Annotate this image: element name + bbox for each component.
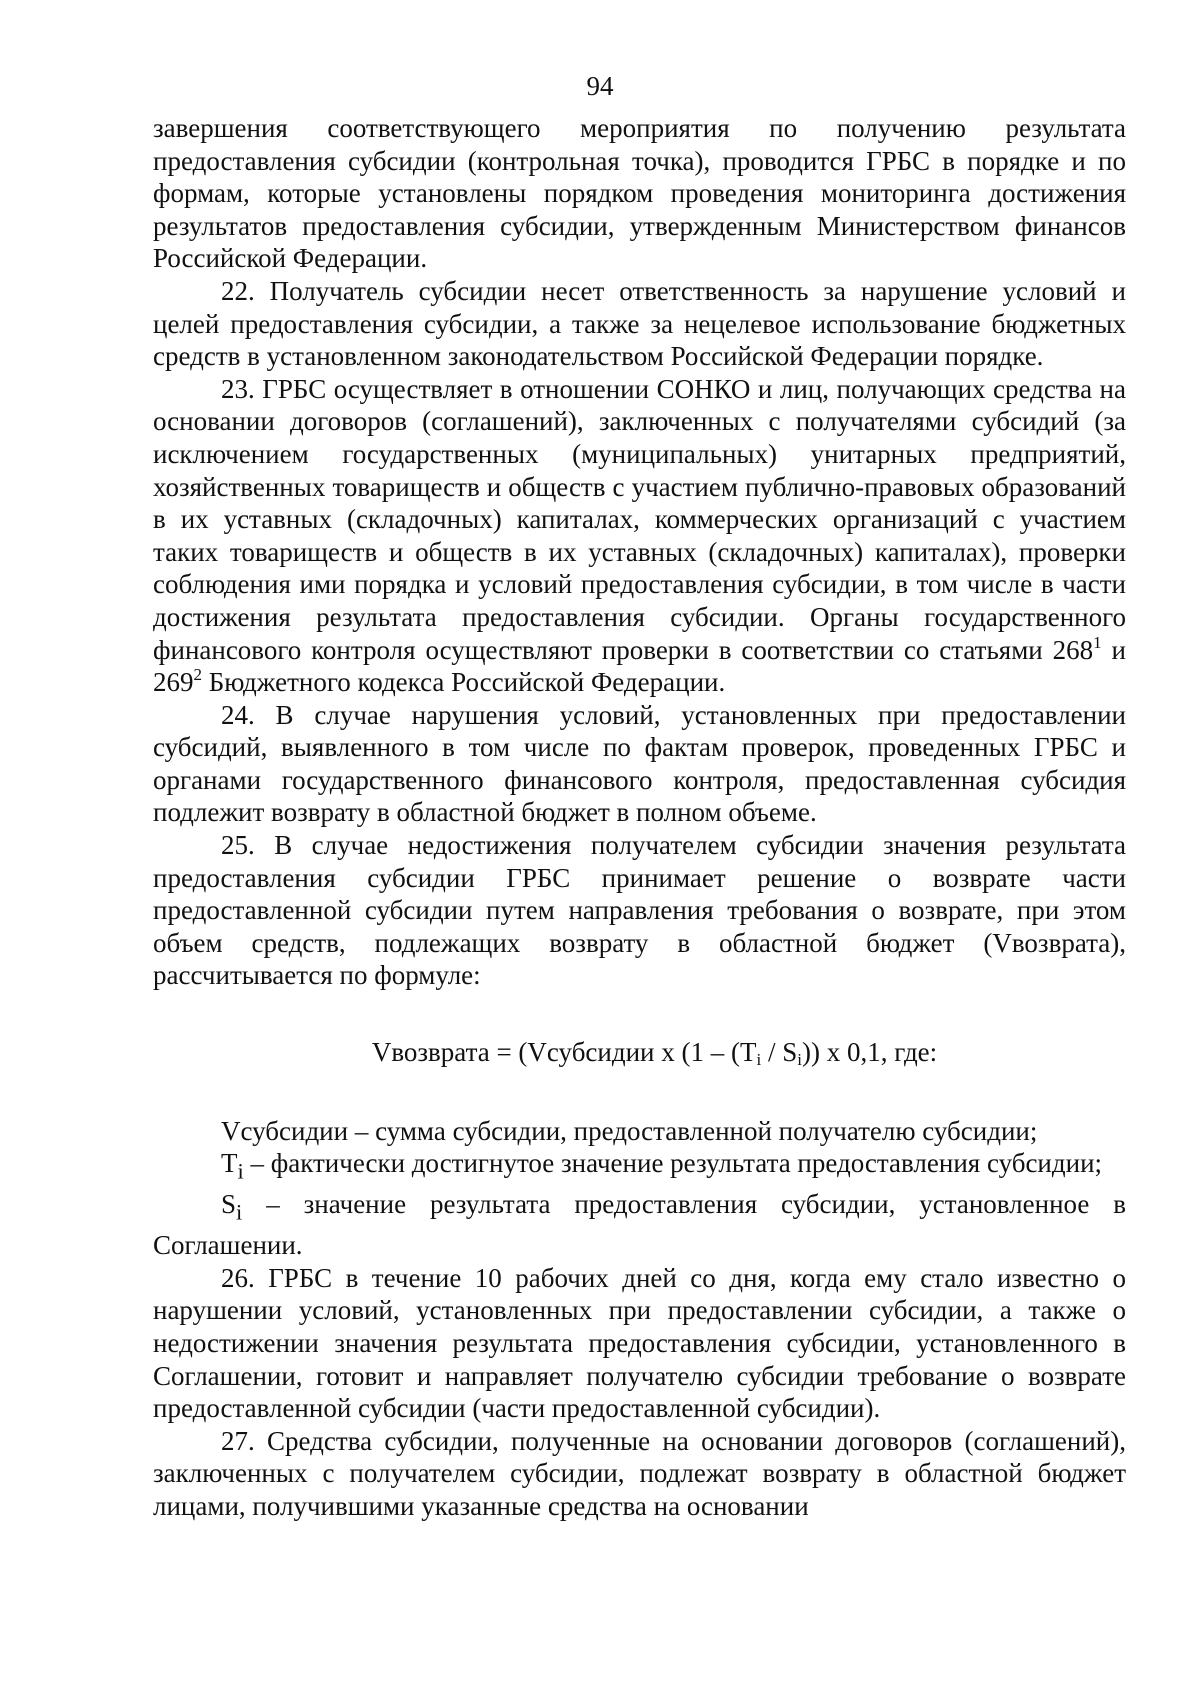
paragraph-23-mid: и 269 xyxy=(153,634,1126,698)
paragraph-25: 25. В случае недостижения получателем субсидии значения результата предоставления субсидии ГРБС принимает решение о возврате части предоставленной субсидии путем направления требования о возврате, при этом объем средств, подлежащих возврату в областной бюджет (Vвозврата), рассчитывается по формуле: xyxy=(153,830,1126,991)
paragraph-27: 27. Средства субсидии, полученные на основании договоров (соглашений), заключенных с получателем субсидии, подлежат возврату в областной бюджет лицами, получившими указанные средства на основании xyxy=(153,1425,1126,1521)
definition-t-text: – фактически достигнутое значение результата предоставления субсидии; xyxy=(243,1148,1103,1179)
paragraph-24: 24. В случае нарушения условий, установленных при предоставлении субсидий, выявленного в том числе по фактам проверок, проведенных ГРБС и органами государственного финансового контроля, предоставленная субсидия подлежит возврату в областной бюджет в полном объеме. xyxy=(153,699,1126,828)
definition-s-text: – значение результата предоставления субсидии, установленное в Соглашении. xyxy=(153,1189,1126,1261)
definition-t-sub: i xyxy=(237,1158,244,1184)
definition-t xyxy=(153,1147,1126,1188)
document-body xyxy=(153,112,1126,1523)
definition-v: Vсубсидии – сумма субсидии, предоставленной получателю субсидии; xyxy=(221,1115,1038,1146)
footnote-sup-268: 1 xyxy=(1093,632,1102,652)
paragraph-23-end: Бюджетного кодекса Российской Федерации. xyxy=(202,667,726,698)
paragraph-22: 22. Получатель субсидии несет ответственность за нарушение условий и целей предоставления субсидии, а также за нецелевое использование бюджетных средств в установленном законодательством Российской Федерации порядке. xyxy=(153,275,1126,372)
definition-t-symbol: T xyxy=(221,1148,238,1179)
paragraph-intro: завершения соответствующего мероприятия по получению результата предоставления субсидии (контрольная точка), проводится ГРБС в порядке и по формам, которые установлены порядком проведения мониторинга достижения результатов предоставления субсидии, утвержденным Министерством финансов Российской Федерации. xyxy=(153,113,1126,274)
paragraph-26: 26. ГРБС в течение 10 рабочих дней со дня, когда ему стало известно о нарушении условий, установленных при предоставлении субсидии, а также о недостижении значения результата предоставления субсидии, установленного в Соглашении, готовит и направляет получателю субсидии требование о возврате предоставленной субсидии (части предоставленной субсидии). xyxy=(153,1262,1126,1424)
definition-s-sub: i xyxy=(236,1199,243,1225)
formula-part-3: )) x 0,1, где: xyxy=(801,1037,938,1068)
formula-part-2: / S xyxy=(761,1037,798,1068)
footnote-sup-269: 2 xyxy=(193,665,202,685)
page-number: 94 xyxy=(586,71,614,101)
paragraph-23-text: 23. ГРБС осуществляет в отношении СОНКО и лиц, получающих средства на основании договоров (соглашений), заключенных с получателями субсидий (за исключением государственных (муниципальных) унитарных предприятий, хозяйственных товариществ и обществ с участием публично-правовых образований в их уставных (складочных) капиталах, коммерческих организаций с участием таких товариществ и обществ в их уставных (складочных) капиталах), проверки соблюдения ими порядка и условий предоставления субсидии, в том числе в части достижения результата предоставления субсидии. Органы государственного финансового контроля осуществляют проверки в соответствии со статьями 268 xyxy=(153,373,1126,665)
paragraph-23 xyxy=(153,373,1126,699)
return-formula xyxy=(153,1036,1126,1069)
definition-s-symbol: S xyxy=(221,1189,237,1220)
definition-s xyxy=(153,1188,1126,1262)
formula-part-1: Vвозврата = (Vсубсидии x (1 – (T xyxy=(371,1037,757,1068)
formula-sub-t: i xyxy=(756,1050,762,1070)
formula-sub-s: i xyxy=(797,1050,802,1070)
